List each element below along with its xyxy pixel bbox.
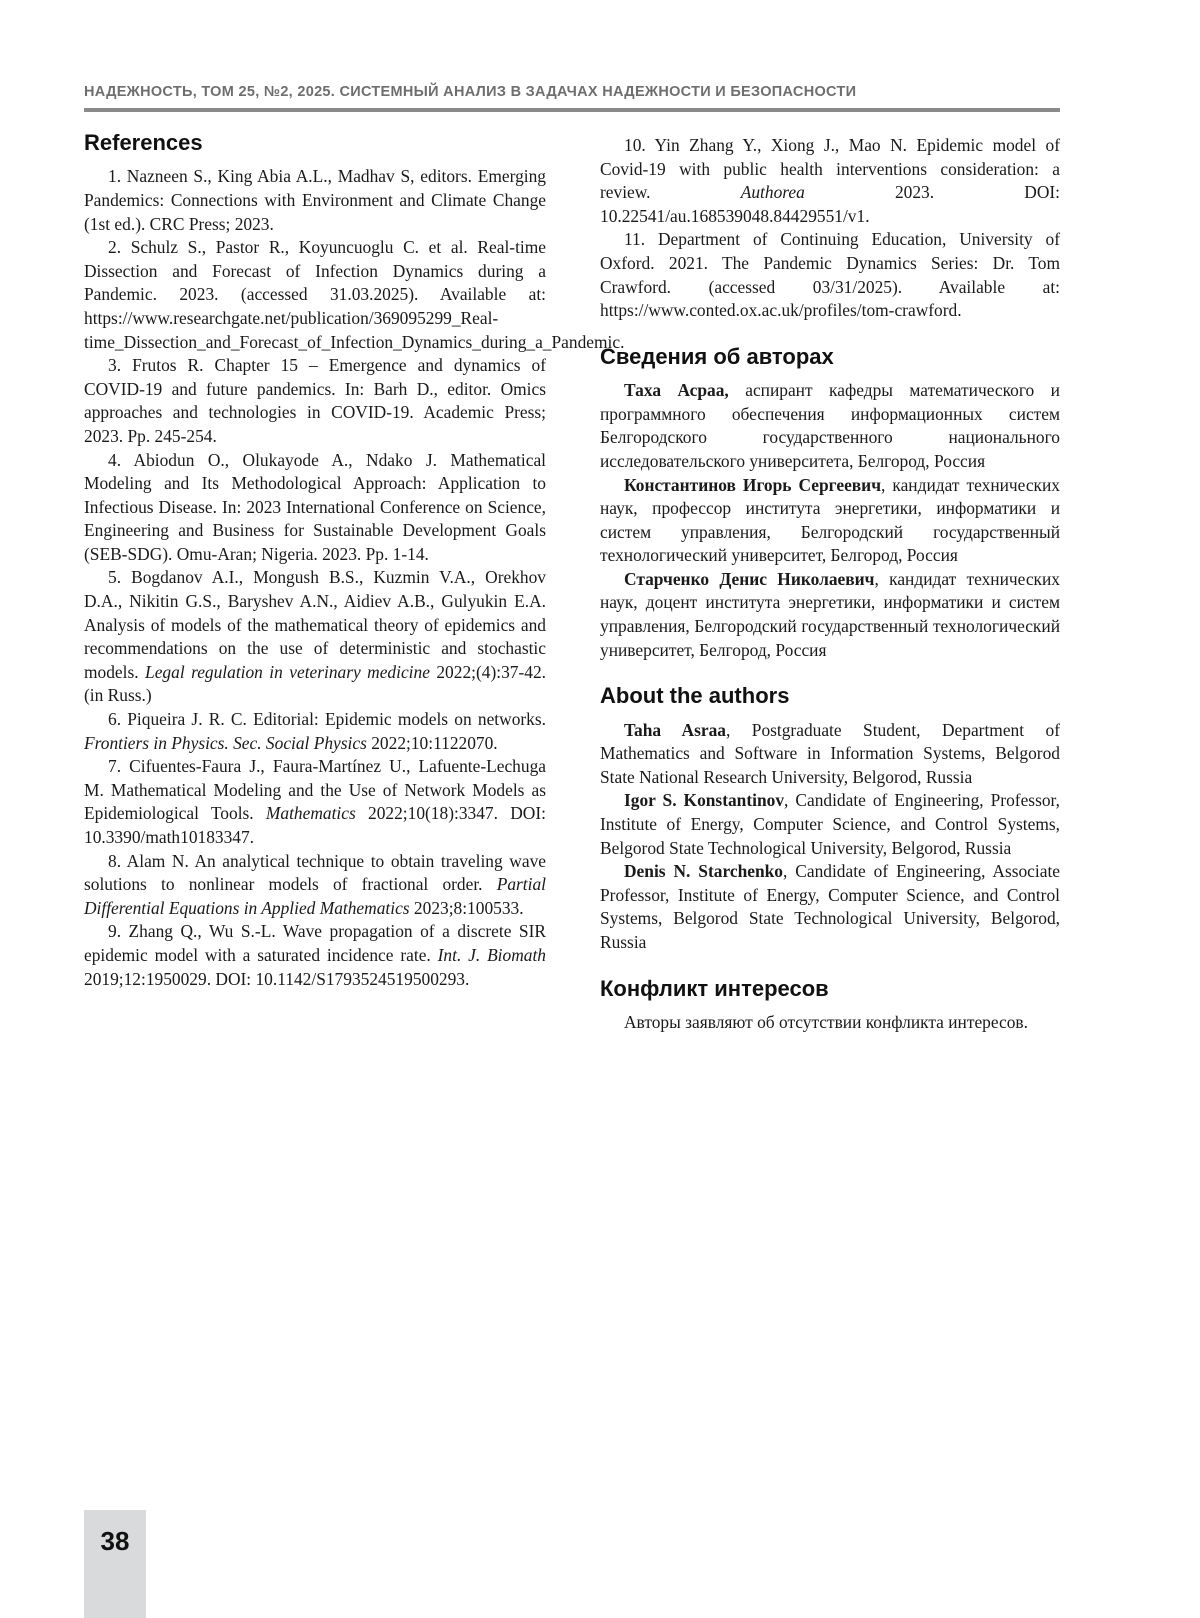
reference-item: 3. Frutos R. Chapter 15 – Emergence and dynamics of COVID-19 and future pandemics. In: Barh D., editor. Omics approaches and technologies in COVID-19. Academic Press; 2023. Pp. 245-254. — [84, 354, 546, 448]
right-column — [600, 134, 1060, 1035]
author-entry: Старченко Денис Николаевич, кандидат технических наук, доцент института энергетики, информатики и систем управления, Белгородский государственный технологический университет, Белгород, Россия — [600, 568, 1060, 662]
authors-ru-heading: Сведения об авторах — [600, 344, 1060, 370]
page-number-tab — [84, 1510, 146, 1618]
reference-item: 2. Schulz S., Pastor R., Koyuncuoglu C. et al. Real-time Dissection and Forecast of Infection Dynamics during a Pandemic. 2023. (accessed 31.03.2025). Available at: https://www.researchgate.net/publication/369095299_Real-time_Dissection_and_Forecast_of_Infection_Dynamics_during_a_Pandemic. — [84, 236, 546, 354]
conflict-section — [600, 976, 1060, 1035]
header-rule — [84, 108, 1060, 112]
reference-item: 4. Abiodun O., Olukayode A., Ndako J. Mathematical Modeling and Its Methodological Approach: Application to Infectious Disease. In: 2023 International Conference on Science, Engineering and Business for Sustainable Development Goals (SEB-SDG). Omu-Aran; Nigeria. 2023. Pp. 1-14. — [84, 449, 546, 567]
author-name: Таха Асраа, — [624, 380, 729, 400]
reference-item: 5. Bogdanov A.I., Mongush B.S., Kuzmin V.A., Orekhov D.A., Nikitin G.S., Baryshev A.N., Aidiev A.B., Gulyukin E.A. Analysis of models of the mathematical theory of epidemics and recommendations on the use of deterministic and stochastic models. Legal regulation in veterinary medicine 2022;(4):37-42. (in Russ.) — [84, 566, 546, 708]
reference-journal: Legal regulation in veterinary medicine — [145, 662, 430, 682]
reference-journal: Authorea — [741, 182, 805, 202]
reference-item: 9. Zhang Q., Wu S.-L. Wave propagation of a discrete SIR epidemic model with a saturated incidence rate. Int. J. Biomath 2019;12:1950029. DOI: 10.1142/S1793524519500293. — [84, 920, 546, 991]
author-entry: Taha Asraa, Postgraduate Student, Department of Mathematics and Software in Information Systems, Belgorod State National Research University, Belgorod, Russia — [600, 719, 1060, 790]
page-number: 38 — [84, 1526, 146, 1557]
references-heading: References — [84, 130, 546, 156]
author-entry: Таха Асраа, аспирант кафедры математического и программного обеспечения информационных систем Белгородского государственного национального исследовательского университета, Белгород, Россия — [600, 379, 1060, 473]
reference-item: 10. Yin Zhang Y., Xiong J., Mao N. Epidemic model of Covid-19 with public health interventions consideration: a review. Authorea 2023. DOI: 10.22541/au.168539048.84429551/v1. — [600, 134, 1060, 228]
author-entry: Константинов Игорь Сергеевич, кандидат технических наук, профессор института энергетики, информатики и систем управления, Белгородский государственный технологический университет, Белгород, Россия — [600, 474, 1060, 568]
author-name: Denis N. Starchenko — [624, 861, 783, 881]
author-name: Старченко Денис Николаевич — [624, 569, 875, 589]
reference-item: 1. Nazneen S., King Abia A.L., Madhav S, editors. Emerging Pandemics: Connections with Environment and Climate Change (1st ed.). CRC Press; 2023. — [84, 165, 546, 236]
reference-journal: Partial Differential Equations in Applied Mathematics — [84, 874, 546, 918]
author-name: Константинов Игорь Сергеевич — [624, 475, 881, 495]
reference-journal: Frontiers in Physics. Sec. Social Physics — [84, 733, 367, 753]
left-column — [84, 130, 546, 991]
reference-item: 11. Department of Continuing Education, University of Oxford. 2021. The Pandemic Dynamics Series: Dr. Tom Crawford. (accessed 03/31/2025). Available at: https://www.conted.ox.ac.uk/profiles/tom-crawford. — [600, 228, 1060, 322]
authors-en-section — [600, 683, 1060, 954]
conflict-statement: Авторы заявляют об отсутствии конфликта интересов. — [600, 1011, 1060, 1035]
conflict-heading: Конфликт интересов — [600, 976, 1060, 1002]
reference-item: 7. Cifuentes-Faura J., Faura-Martínez U., Lafuente-Lechuga M. Mathematical Modeling and the Use of Network Models as Epidemiological Tools. Mathematics 2022;10(18):3347. DOI: 10.3390/math10183347. — [84, 755, 546, 849]
authors-ru-section — [600, 344, 1060, 663]
reference-journal: Int. J. Biomath — [438, 945, 546, 965]
reference-item: 6. Piqueira J. R. C. Editorial: Epidemic models on networks. Frontiers in Physics. Sec. Social Physics 2022;10:1122070. — [84, 708, 546, 755]
authors-en-heading: About the authors — [600, 683, 1060, 709]
author-name: Igor S. Konstantinov — [624, 790, 784, 810]
reference-journal: Mathematics — [266, 803, 356, 823]
running-head: НАДЕЖНОСТЬ, ТОМ 25, №2, 2025. СИСТЕМНЫЙ АНАЛИЗ В ЗАДАЧАХ НАДЕЖНОСТИ И БЕЗОПАСНОСТИ — [84, 84, 1060, 100]
author-name: Taha Asraa — [624, 720, 726, 740]
author-entry: Igor S. Konstantinov, Candidate of Engineering, Professor, Institute of Energy, Computer Science, and Control Systems, Belgorod State Technological University, Belgorod, Russia — [600, 789, 1060, 860]
reference-item: 8. Alam N. An analytical technique to obtain traveling wave solutions to nonlinear models of fractional order. Partial Differential Equations in Applied Mathematics 2023;8:100533. — [84, 850, 546, 921]
author-entry: Denis N. Starchenko, Candidate of Engineering, Associate Professor, Institute of Energy, Computer Science, and Control Systems, Belgorod State Technological University, Belgorod, Russia — [600, 860, 1060, 954]
